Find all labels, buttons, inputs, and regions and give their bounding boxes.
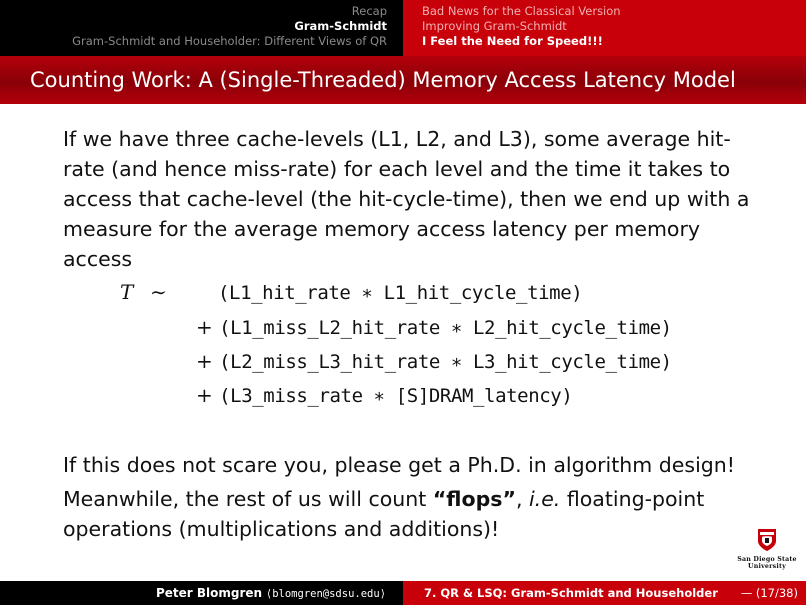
equation-plus-4: +	[196, 383, 213, 407]
nav-section-gram-schmidt[interactable]: Gram-Schmidt	[294, 19, 387, 33]
subsection-nav	[403, 0, 806, 56]
flops-term: “flops”	[432, 487, 516, 511]
slide-title-bar	[0, 56, 806, 104]
nav-section-views-of-qr[interactable]: Gram-Schmidt and Householder: Different Views of QR	[72, 34, 387, 48]
equation-line-3: (L2_miss_L3_hit_rate ∗ L3_hit_cycle_time)	[219, 351, 672, 373]
sdsu-logo	[736, 528, 798, 570]
scare-sentence: If this does not scare you, please get a Ph.D. in algorithm design!	[63, 453, 735, 477]
footer-lecture-title: 7. QR & LSQ: Gram-Schmidt and Householder	[424, 586, 718, 600]
footer-page-number: — (17/38)	[740, 586, 798, 600]
nav-subsection-speed[interactable]: I Feel the Need for Speed!!!	[422, 34, 603, 48]
slide-body	[63, 124, 763, 541]
slide-title: Counting Work: A (Single-Threaded) Memory Access Latency Model	[30, 68, 736, 92]
nav-section-recap[interactable]: Recap	[351, 4, 387, 18]
section-nav	[0, 0, 403, 56]
logo-line-2: University	[748, 563, 786, 570]
flops-paragraph: Meanwhile, the rest of us will count “flops”, i.e. floating-point operations (multiplications and additions)!	[63, 487, 705, 541]
logo-line-1: San Diego State	[737, 556, 797, 563]
equation-line-2: (L1_miss_L2_hit_rate ∗ L2_hit_cycle_time)	[219, 317, 672, 339]
sdsu-shield-icon	[756, 528, 778, 552]
nav-subsection-bad-news[interactable]: Bad News for the Classical Version	[422, 4, 621, 18]
nav-subsection-improving[interactable]: Improving Gram-Schmidt	[422, 19, 567, 33]
equation-lhs: T	[120, 280, 134, 304]
footer-bar	[0, 581, 806, 605]
intro-paragraph: If we have three cache-levels (L1, L2, and L3), some average hit-rate (and hence miss-rate) for each level and the time it takes to access that cache-level (the hit-cycle-time), then we end up with a measure for the average memory access latency per memory access	[63, 127, 750, 271]
equation-plus-3: +	[196, 349, 213, 373]
conclusion-text	[63, 450, 763, 548]
equation-line-4: (L3_miss_rate ∗ [S]DRAM_latency)	[219, 385, 573, 407]
latency-equation	[63, 280, 763, 429]
equation-relation: ∼	[150, 280, 167, 304]
footer-email: ⟨blomgren@sdsu.edu⟩	[265, 588, 386, 600]
footer-author-block	[0, 581, 403, 605]
equation-line-1: (L1_hit_rate ∗ L1_hit_cycle_time)	[218, 282, 583, 304]
footer-lecture-block	[403, 581, 806, 605]
navigation-bar	[0, 0, 806, 56]
ie-abbrev: i.e.	[528, 487, 561, 511]
footer-author: Peter Blomgren	[155, 586, 263, 600]
equation-plus-2: +	[196, 315, 213, 339]
